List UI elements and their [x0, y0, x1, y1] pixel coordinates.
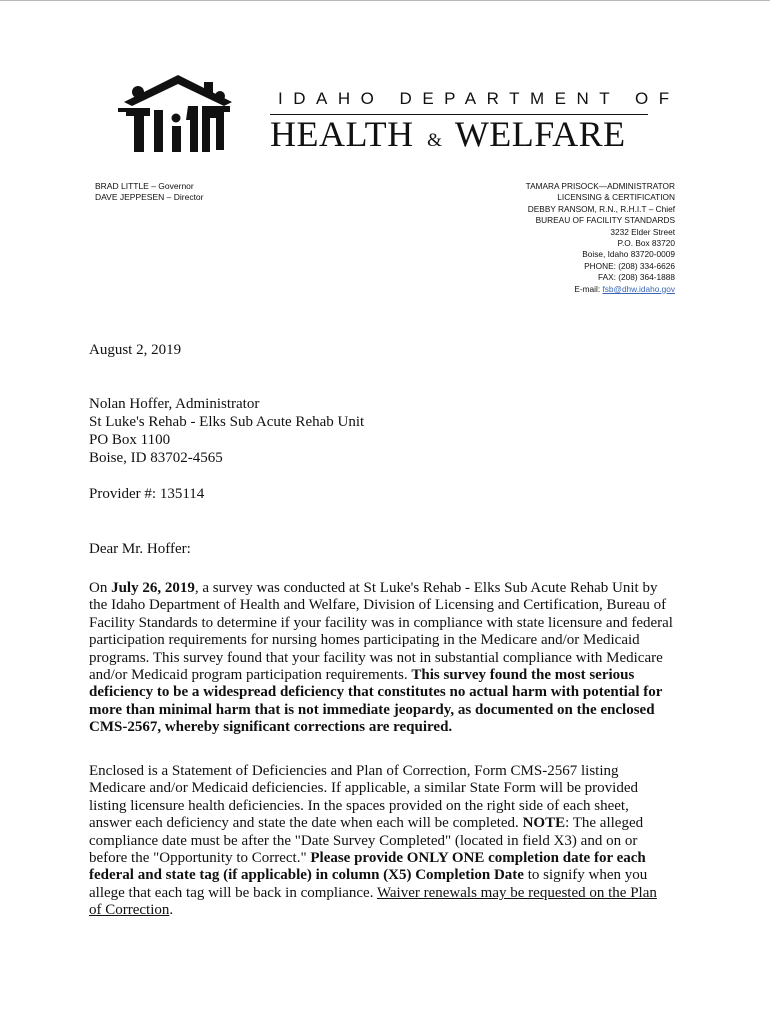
paragraph-line [89, 815, 684, 832]
paragraph-line: Facility Standards to determine if your facility was in compliance with state licensure and federal [89, 614, 673, 631]
paragraph-line [89, 667, 684, 684]
paragraph-line: the Idaho Department of Health and Welfare, Division of Licensing and Certification, Bureau of [89, 597, 667, 614]
address-city: Boise, ID 83702-4565 [89, 450, 223, 466]
text-run: before the "Opportunity to Correct." [89, 849, 311, 866]
paragraph-line: compliance date must be after the "Date Survey Completed" (located in field X3) and on or [89, 832, 638, 849]
division-line: LICENSING & CERTIFICATION [557, 192, 675, 203]
street-line: 3232 Elder Street [610, 226, 675, 237]
paragraph-line [89, 684, 684, 701]
text-run: On [89, 580, 112, 596]
agency-title-welfare: WELFARE [454, 114, 626, 154]
provider-number: Provider #: 135114 [89, 486, 205, 502]
text-run: to signify when you [523, 867, 648, 884]
note-label: NOTE [522, 815, 566, 832]
address-facility: St Luke's Rehab - Elks Sub Acute Rehab Unit [89, 414, 365, 430]
bold-run: Please provide ONLY ONE completion date for each [310, 849, 646, 866]
city-line: Boise, Idaho 83720-0009 [582, 249, 675, 260]
bold-run: CMS-2567, whereby significant corrections are required. [89, 719, 453, 736]
paragraph-line: listing licensure health deficiencies. In the spaces provided on the right side of each sheet, [89, 797, 629, 814]
text-run: and/or Medicaid program participation requirements. [89, 666, 412, 683]
survey-date: July 26, 2019 [111, 580, 195, 596]
underlined-run: of Correction [89, 902, 170, 919]
department-name: IDAHO DEPARTMENT OF [278, 89, 680, 108]
text-run: , a survey was conducted at St Luke's Rehab - Elks Sub Acute Rehab Unit by [194, 580, 658, 596]
underlined-run: Waiver renewals may be requested on the Plan [376, 884, 657, 901]
phone-line: PHONE: (208) 334-6626 [584, 260, 675, 271]
governor-line: BRAD LITTLE – Governor [95, 181, 194, 191]
agency-title [270, 113, 626, 155]
email-link[interactable]: fsb@dhw.idaho.gov [602, 283, 675, 294]
paragraph-line: programs. This survey found that your facility was not in substantial compliance with Medicare [89, 649, 663, 666]
bold-run: This survey found the most serious [411, 666, 635, 683]
paragraph-line [89, 902, 684, 919]
text-run: allege that each tag will be back in compliance. [89, 884, 377, 901]
dhw-logo-icon [118, 72, 238, 156]
bold-run: federal and state tag (if applicable) in column (X5) Completion Date [89, 867, 524, 884]
director-line: DAVE JEPPESEN – Director [95, 192, 204, 202]
text-run: . [169, 902, 174, 919]
paragraph-line [89, 867, 684, 884]
paragraph-line [89, 850, 684, 867]
bold-run: deficiency to be a widespread deficiency that constitutes no actual harm with potential for [89, 684, 663, 701]
text-run: answer each deficiency and state the date when each will be completed. [89, 815, 523, 832]
paragraph-line [89, 719, 684, 736]
paragraph-line [89, 885, 684, 902]
po-box-line: P.O. Box 83720 [617, 238, 675, 249]
page-top-border [0, 0, 770, 1]
address-po-box: PO Box 1100 [89, 432, 171, 448]
agency-title-health: HEALTH [270, 114, 414, 154]
chief-line: DEBBY RANSOM, R.N., R.H.I.T – Chief [527, 203, 675, 214]
paragraph-line: Medicare and/or Medicaid deficiencies. If applicable, a similar State Form will be provided [89, 780, 638, 797]
bureau-contact-block [526, 181, 675, 295]
address-name: Nolan Hoffer, Administrator [89, 396, 260, 412]
paragraph-line: Enclosed is a Statement of Deficiencies and Plan of Correction, Form CMS-2567 listing [89, 763, 619, 779]
paragraph-line: participation requirements for nursing homes participating in the Medicare and/or Medicaid [89, 632, 640, 649]
text-run: : The alleged [565, 815, 644, 832]
bureau-line: BUREAU OF FACILITY STANDARDS [535, 215, 675, 226]
paragraph-line [89, 702, 684, 719]
paragraph-line [89, 580, 684, 597]
salutation: Dear Mr. Hoffer: [89, 541, 191, 557]
governor-director-block [95, 181, 204, 203]
paragraph-enclosed-statement [89, 763, 684, 920]
email-line [526, 284, 675, 295]
letter-date: August 2, 2019 [89, 342, 182, 358]
email-label: E-mail: [574, 283, 601, 294]
administrator-line: TAMARA PRISOCK—ADMINISTRATOR [525, 181, 675, 191]
agency-title-ampersand: & [427, 130, 442, 151]
fax-line: FAX: (208) 364-1888 [597, 272, 675, 283]
paragraph-survey [89, 580, 684, 737]
bold-run: more than minimal harm that is not immediate jeopardy, as documented on the enclosed [89, 701, 655, 718]
